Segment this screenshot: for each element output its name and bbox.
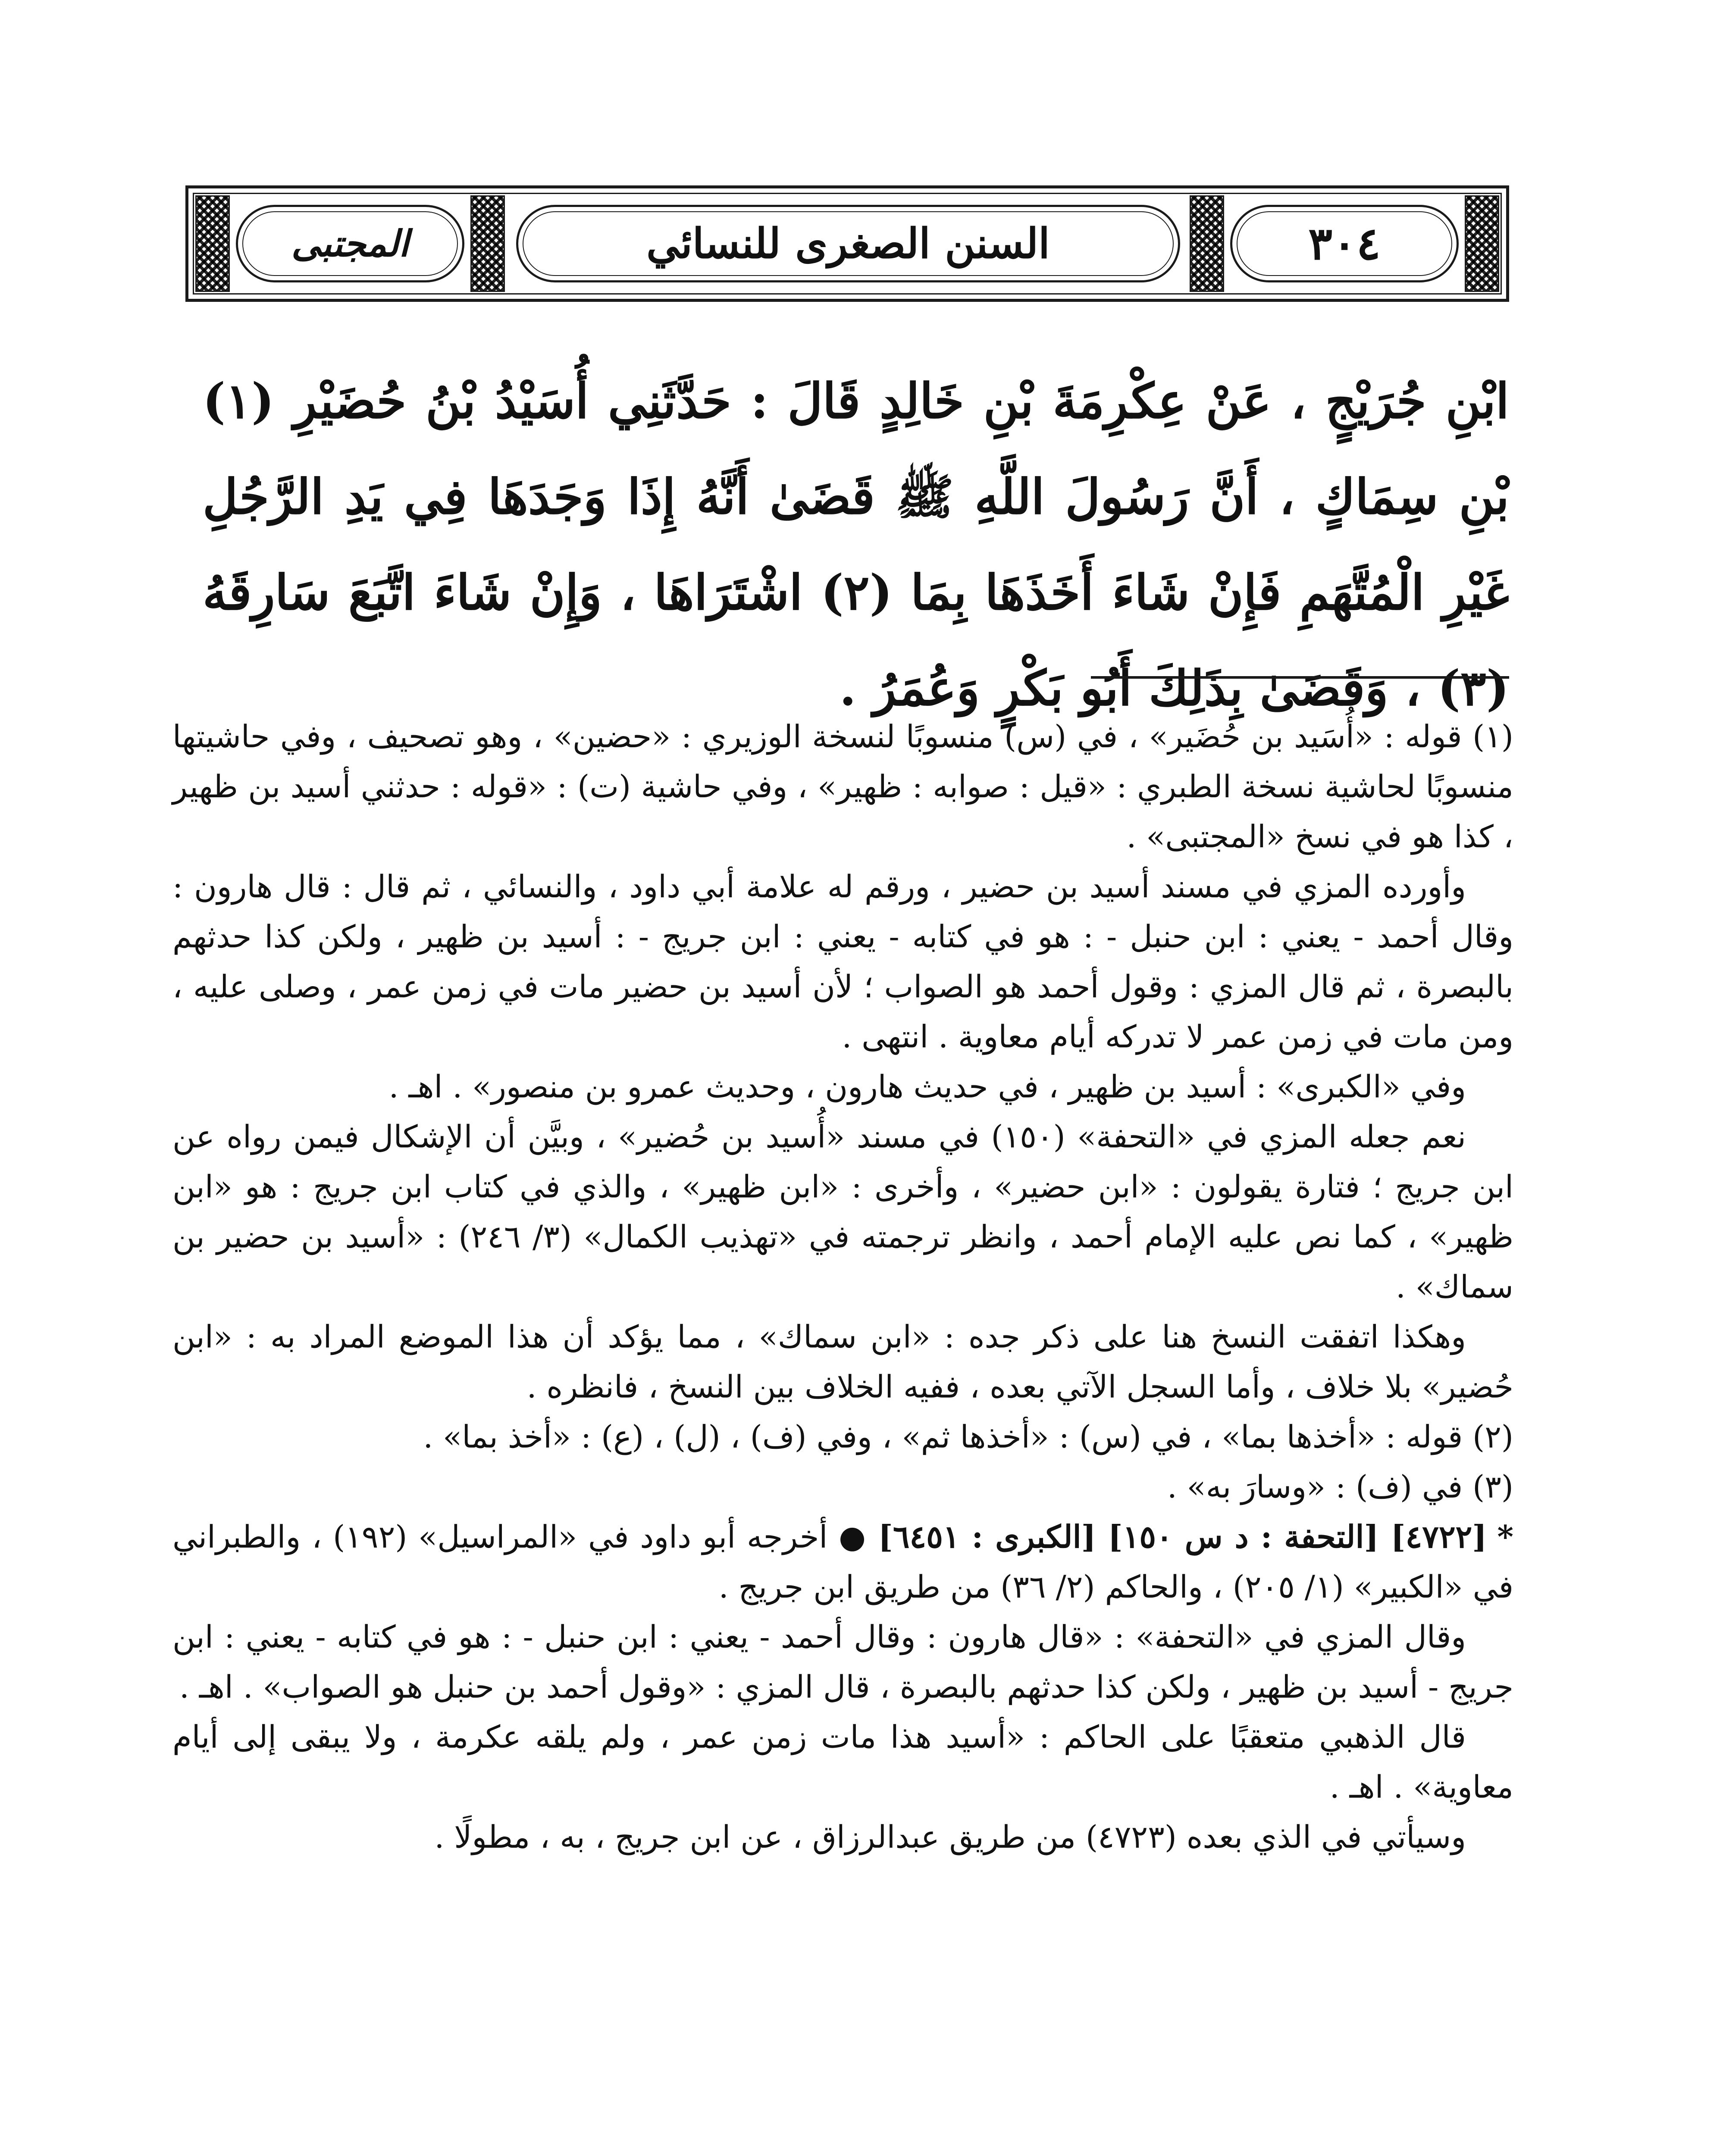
title-cartouche	[516, 205, 1180, 282]
book-title: السنن الصغرى للنسائي	[646, 219, 1050, 268]
footnotes	[172, 711, 1513, 1862]
series-cartouche	[236, 205, 464, 282]
footnote-1-paragraph: وفي «الكبرى» : أسيد بن ظهير ، في حديث هارون ، وحديث عمرو بن منصور» . اهـ .	[388, 1069, 1466, 1105]
page-header-band	[185, 185, 1509, 302]
takhrij-paragraph: قال الذهبي متعقبًا على الحاكم : «أسيد هذا مات زمن عمر ، ولم يلقه عكرمة ، ولا يبقى إلى أيام معاوية» . اهـ .	[172, 1719, 1513, 1805]
footnote-separator	[1091, 676, 1509, 679]
header-ornament	[1465, 195, 1499, 292]
asterisk-marker: *	[1497, 1518, 1514, 1555]
footnote-1-paragraph: نعم جعله المزي في «التحفة» (١٥٠) في مسند «أُسيد بن حُضير» ، وبيَّن أن الإشكال فيمن رواه عن ابن جريج ؛ فتارة يقولون : «ابن حضير» ، وأخرى : «ابن ظهير» ، والذي في كتاب ابن جريج : هو «ابن ظهير» ، كما نص عليه الإمام أحمد ، وانظر ترجمته في «تهذيب الكمال» (٣/ ٢٤٦) : «أسيد بن حضير بن سماك» .	[172, 1119, 1513, 1305]
header-ornament	[195, 195, 230, 292]
takhrij-text: أخرجه أبو داود في «المراسيل» (١٩٢) ، والطبراني في «الكبير» (١/ ٢٠٥) ، والحاكم (٢/ ٣٦) من طريق ابن جريج .	[172, 1519, 1513, 1605]
takhrij-paragraph: وسيأتي في الذي بعده (٤٧٢٣) من طريق عبدالرزاق ، عن ابن جريج ، به ، مطولًا .	[434, 1819, 1466, 1855]
takhrij-paragraph: وقال المزي في «التحفة» : «قال هارون : وقال أحمد - يعني : ابن حنبل - : هو في كتابه - يعني : ابن جريج - أسيد بن ظهير ، ولكن كذا حدثهم بالبصرة ، قال المزي : «وقول أحمد بن حنبل هو الصواب» . اهـ .	[172, 1619, 1513, 1705]
footnote-1-paragraph: وهكذا اتفقت النسخ هنا على ذكر جده : «ابن سماك» ، مما يؤكد أن هذا الموضع المراد به : «ابن حُضير» بلا خلاف ، وأما السجل الآتي بعده ، ففيه الخلاف بين النسخ ، فانظره .	[172, 1319, 1513, 1405]
footnote-1-paragraph: وأورده المزي في مسند أسيد بن حضير ، ورقم له علامة أبي داود ، والنسائي ، ثم قال : قال هارون : وقال أحمد - يعني : ابن حنبل - : هو في كتابه - يعني : ابن جريج - : أسيد بن ظهير ، ولكن كذا حدثهم بالبصرة ، ثم قال المزي : وقول أحمد هو الصواب ؛ لأن أسيد بن حضير مات في زمن عمر ، وصلى عليه ، ومن مات في زمن عمر لا تدركه أيام معاوية . انتهى .	[172, 868, 1513, 1055]
footnote-1: (١) قوله : «أُسَيد بن حُضَير» ، في (س) منسوبًا لنسخة الوزيري : «حضين» ، وهو تصحيف ، وفي حاشيتها منسوبًا لحاشية نسخة الطبري : «قيل : صوابه : ظهير» ، وفي حاشية (ت) : «قوله : حدثني أسيد بن ظهير ، كذا هو في نسخ «المجتبى» .	[172, 718, 1513, 855]
footnote-2: (٢) قوله : «أخذها بما» ، في (س) : «أخذها ثم» ، وفي (ف) ، (ل) ، (ع) : «أخذ بما» .	[423, 1419, 1513, 1455]
takhrij-ref-label: [٤٧٢٢] [التحفة : د س ١٥٠] [الكبرى : ٦٤٥١]	[878, 1518, 1487, 1555]
footnote-3: (٣) في (ف) : «وسارَ به» .	[1167, 1469, 1513, 1505]
header-ornament	[1190, 195, 1224, 292]
hadith-text: ابْنِ جُرَيْجٍ ، عَنْ عِكْرِمَةَ بْنِ خَالِدٍ قَالَ : حَدَّثَنِي أُسَيْدُ بْنُ حُضَيْرِ (١) بْنِ سِمَاكٍ ، أَنَّ رَسُولَ اللَّهِ ﷺ قَضَىٰ أَنَّهُ إِذَا وَجَدَهَا فِي يَدِ الرَّجُلِ غَيْرِ الْمُتَّهَمِ فَإِنْ شَاءَ أَخَذَهَا بِمَا (٢) اشْتَرَاهَا ، وَإِنْ شَاءَ اتَّبَعَ سَارِقَهُ (٣) ، وَقَضَىٰ بِذَلِكَ أَبُو بَكْرٍ وَعُمَرُ .	[203, 373, 1510, 717]
page-number-cartouche	[1230, 205, 1459, 282]
series-label: المجتبى	[291, 222, 409, 265]
takhrij-reference	[172, 1512, 1513, 1612]
header-ornament	[470, 195, 505, 292]
page-number: ٣٠٤	[1308, 217, 1381, 270]
bullet-icon: ●	[839, 1518, 867, 1555]
